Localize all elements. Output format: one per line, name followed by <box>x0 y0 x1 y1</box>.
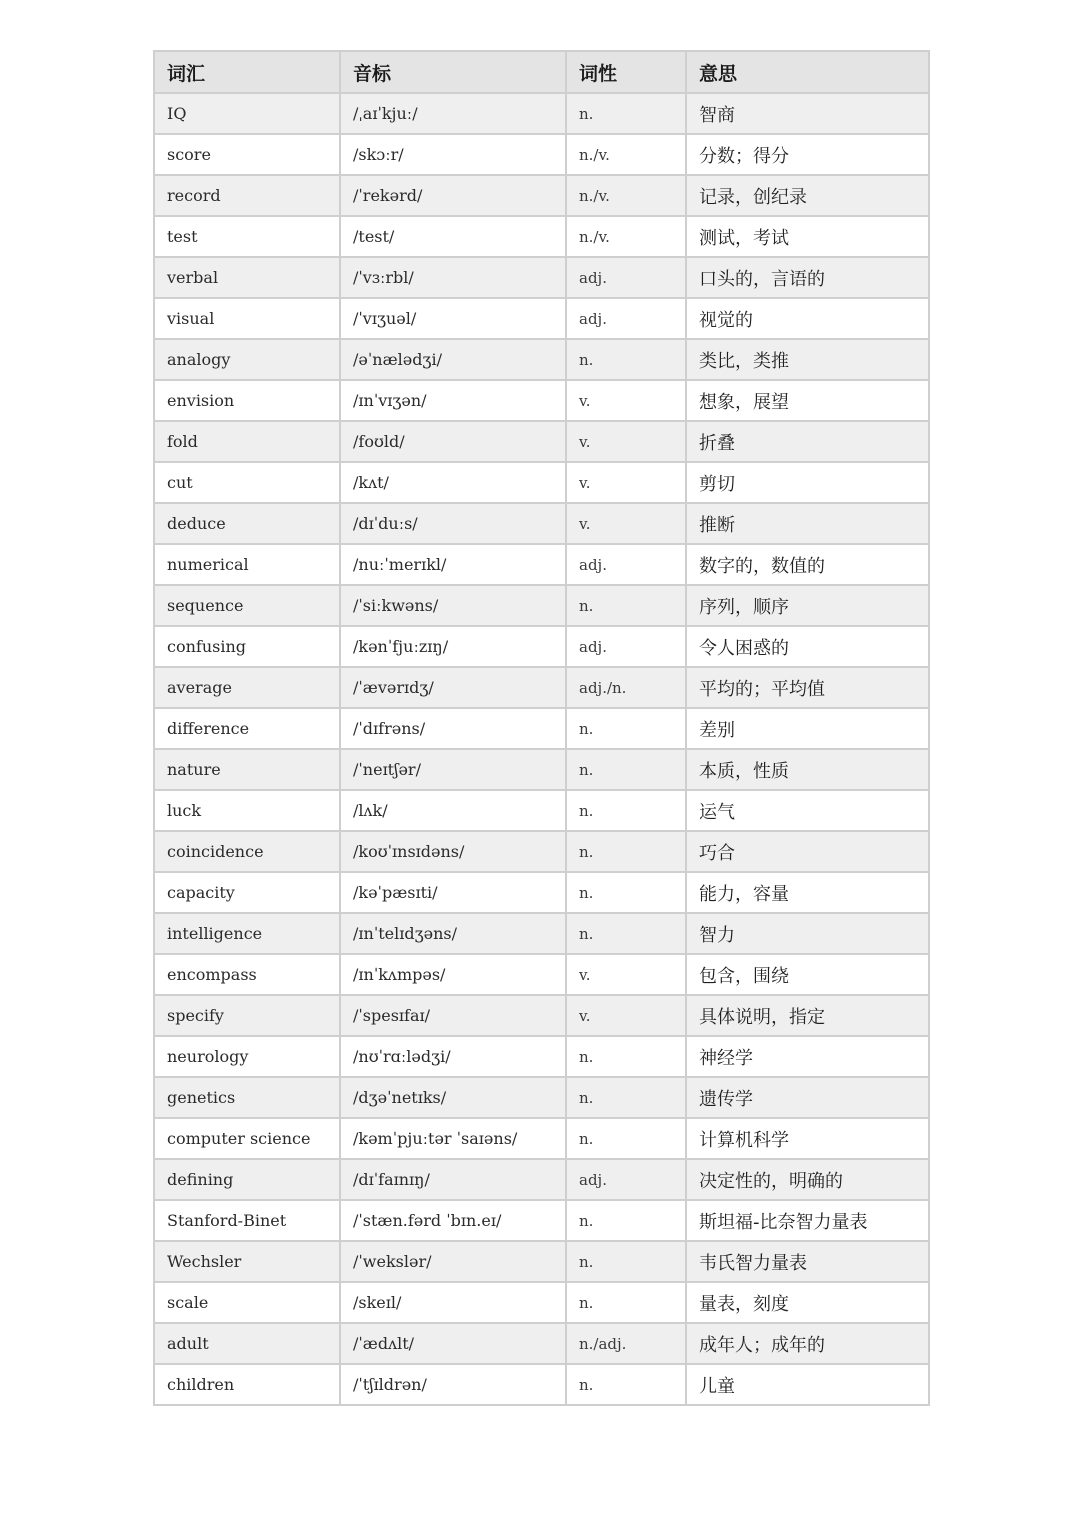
cell-meaning: 智商 <box>686 93 929 134</box>
cell-pos: n. <box>566 708 686 749</box>
cell-phonetic: /foʊld/ <box>340 421 566 462</box>
cell-phonetic: /ˈrekərd/ <box>340 175 566 216</box>
cell-phonetic: /ˈvɪʒuəl/ <box>340 298 566 339</box>
cell-word: difference <box>154 708 340 749</box>
cell-pos: n./adj. <box>566 1323 686 1364</box>
cell-word: intelligence <box>154 913 340 954</box>
cell-meaning: 斯坦福-比奈智力量表 <box>686 1200 929 1241</box>
cell-phonetic: /lʌk/ <box>340 790 566 831</box>
cell-phonetic: /ˈdɪfrəns/ <box>340 708 566 749</box>
cell-meaning: 令人困惑的 <box>686 626 929 667</box>
cell-pos: n./v. <box>566 134 686 175</box>
cell-meaning: 口头的，言语的 <box>686 257 929 298</box>
cell-meaning: 儿童 <box>686 1364 929 1405</box>
table-row <box>154 1282 929 1323</box>
cell-pos: v. <box>566 462 686 503</box>
cell-word: children <box>154 1364 340 1405</box>
cell-meaning: 量表，刻度 <box>686 1282 929 1323</box>
cell-pos: n. <box>566 831 686 872</box>
cell-pos: n./v. <box>566 175 686 216</box>
cell-phonetic: /ˈtʃɪldrən/ <box>340 1364 566 1405</box>
table-row <box>154 790 929 831</box>
table-row <box>154 298 929 339</box>
cell-word: confusing <box>154 626 340 667</box>
table-row <box>154 1364 929 1405</box>
cell-word: score <box>154 134 340 175</box>
cell-pos: n./v. <box>566 216 686 257</box>
table-row <box>154 175 929 216</box>
cell-phonetic: /dɪˈduːs/ <box>340 503 566 544</box>
cell-word: visual <box>154 298 340 339</box>
cell-phonetic: /nʊˈrɑːlədʒi/ <box>340 1036 566 1077</box>
cell-phonetic: /dʒəˈnetɪks/ <box>340 1077 566 1118</box>
cell-pos: n. <box>566 749 686 790</box>
table-row <box>154 257 929 298</box>
cell-pos: adj. <box>566 298 686 339</box>
table-row <box>154 667 929 708</box>
table-body <box>154 93 929 1405</box>
cell-phonetic: /ˈvɜːrbl/ <box>340 257 566 298</box>
cell-phonetic: /dɪˈfaɪnɪŋ/ <box>340 1159 566 1200</box>
cell-word: record <box>154 175 340 216</box>
table-row <box>154 503 929 544</box>
cell-word: fold <box>154 421 340 462</box>
cell-meaning: 巧合 <box>686 831 929 872</box>
cell-word: nature <box>154 749 340 790</box>
cell-meaning: 差别 <box>686 708 929 749</box>
cell-meaning: 韦氏智力量表 <box>686 1241 929 1282</box>
cell-pos: v. <box>566 954 686 995</box>
cell-pos: adj. <box>566 1159 686 1200</box>
table-row <box>154 913 929 954</box>
header-pos: 词性 <box>566 51 686 93</box>
cell-meaning: 测试，考试 <box>686 216 929 257</box>
cell-pos: n. <box>566 585 686 626</box>
cell-word: defining <box>154 1159 340 1200</box>
cell-pos: n. <box>566 872 686 913</box>
cell-meaning: 数字的，数值的 <box>686 544 929 585</box>
cell-meaning: 推断 <box>686 503 929 544</box>
cell-word: test <box>154 216 340 257</box>
cell-phonetic: /ɪnˈvɪʒən/ <box>340 380 566 421</box>
cell-pos: n. <box>566 1200 686 1241</box>
cell-pos: n. <box>566 339 686 380</box>
cell-phonetic: /ˈwekslər/ <box>340 1241 566 1282</box>
header-phonetic: 音标 <box>340 51 566 93</box>
cell-meaning: 成年人；成年的 <box>686 1323 929 1364</box>
table-row <box>154 872 929 913</box>
cell-word: deduce <box>154 503 340 544</box>
cell-meaning: 能力，容量 <box>686 872 929 913</box>
cell-pos: n. <box>566 1241 686 1282</box>
cell-word: Wechsler <box>154 1241 340 1282</box>
cell-meaning: 折叠 <box>686 421 929 462</box>
header-word: 词汇 <box>154 51 340 93</box>
table-row <box>154 93 929 134</box>
table-row <box>154 585 929 626</box>
table-row <box>154 995 929 1036</box>
cell-phonetic: /ɪnˈkʌmpəs/ <box>340 954 566 995</box>
cell-word: encompass <box>154 954 340 995</box>
cell-meaning: 计算机科学 <box>686 1118 929 1159</box>
cell-phonetic: /ˈneɪtʃər/ <box>340 749 566 790</box>
cell-word: cut <box>154 462 340 503</box>
cell-word: envision <box>154 380 340 421</box>
cell-meaning: 类比，类推 <box>686 339 929 380</box>
table-row <box>154 1241 929 1282</box>
cell-phonetic: /ˌaɪˈkjuː/ <box>340 93 566 134</box>
cell-pos: v. <box>566 503 686 544</box>
cell-meaning: 具体说明，指定 <box>686 995 929 1036</box>
cell-phonetic: /ɪnˈtelɪdʒəns/ <box>340 913 566 954</box>
table-row <box>154 339 929 380</box>
cell-pos: n. <box>566 1364 686 1405</box>
table-row <box>154 954 929 995</box>
table-row <box>154 1077 929 1118</box>
cell-meaning: 剪切 <box>686 462 929 503</box>
cell-meaning: 分数；得分 <box>686 134 929 175</box>
cell-pos: n. <box>566 1282 686 1323</box>
cell-meaning: 智力 <box>686 913 929 954</box>
cell-pos: v. <box>566 380 686 421</box>
cell-word: computer science <box>154 1118 340 1159</box>
cell-meaning: 遗传学 <box>686 1077 929 1118</box>
cell-word: Stanford-Binet <box>154 1200 340 1241</box>
cell-phonetic: /ˈspesɪfaɪ/ <box>340 995 566 1036</box>
cell-meaning: 想象，展望 <box>686 380 929 421</box>
cell-phonetic: /skeɪl/ <box>340 1282 566 1323</box>
cell-phonetic: /ˈstæn.fərd ˈbɪn.eɪ/ <box>340 1200 566 1241</box>
cell-pos: n. <box>566 1036 686 1077</box>
cell-phonetic: /skɔːr/ <box>340 134 566 175</box>
cell-meaning: 运气 <box>686 790 929 831</box>
cell-phonetic: /kəmˈpjuːtər ˈsaɪəns/ <box>340 1118 566 1159</box>
cell-word: specify <box>154 995 340 1036</box>
table-row <box>154 421 929 462</box>
table-row <box>154 708 929 749</box>
cell-word: average <box>154 667 340 708</box>
table-row <box>154 544 929 585</box>
vocabulary-table <box>153 50 930 1406</box>
cell-phonetic: /nuːˈmerɪkl/ <box>340 544 566 585</box>
cell-phonetic: /ˈædʌlt/ <box>340 1323 566 1364</box>
table-row <box>154 1200 929 1241</box>
cell-meaning: 包含，围绕 <box>686 954 929 995</box>
cell-word: sequence <box>154 585 340 626</box>
cell-pos: n. <box>566 790 686 831</box>
cell-word: neurology <box>154 1036 340 1077</box>
table-row <box>154 1159 929 1200</box>
table-row <box>154 1036 929 1077</box>
cell-phonetic: /ˈsiːkwəns/ <box>340 585 566 626</box>
cell-phonetic: /ˈævərɪdʒ/ <box>340 667 566 708</box>
cell-pos: adj. <box>566 626 686 667</box>
table-row <box>154 1323 929 1364</box>
cell-pos: adj. <box>566 544 686 585</box>
cell-pos: n. <box>566 93 686 134</box>
cell-meaning: 记录，创纪录 <box>686 175 929 216</box>
cell-word: analogy <box>154 339 340 380</box>
cell-meaning: 平均的；平均值 <box>686 667 929 708</box>
cell-pos: v. <box>566 421 686 462</box>
cell-meaning: 本质，性质 <box>686 749 929 790</box>
cell-phonetic: /əˈnælədʒi/ <box>340 339 566 380</box>
header-meaning: 意思 <box>686 51 929 93</box>
header-row <box>154 51 929 93</box>
cell-pos: n. <box>566 1077 686 1118</box>
table-row <box>154 134 929 175</box>
cell-phonetic: /kəˈpæsɪti/ <box>340 872 566 913</box>
table-header <box>154 51 929 93</box>
cell-phonetic: /kənˈfjuːzɪŋ/ <box>340 626 566 667</box>
cell-meaning: 决定性的，明确的 <box>686 1159 929 1200</box>
table-row <box>154 380 929 421</box>
cell-word: luck <box>154 790 340 831</box>
cell-pos: adj./n. <box>566 667 686 708</box>
cell-word: verbal <box>154 257 340 298</box>
cell-pos: n. <box>566 913 686 954</box>
cell-pos: n. <box>566 1118 686 1159</box>
table-row <box>154 626 929 667</box>
cell-pos: adj. <box>566 257 686 298</box>
cell-phonetic: /kʌt/ <box>340 462 566 503</box>
cell-word: adult <box>154 1323 340 1364</box>
table-row <box>154 216 929 257</box>
table-row <box>154 462 929 503</box>
table-row <box>154 831 929 872</box>
cell-meaning: 序列，顺序 <box>686 585 929 626</box>
cell-pos: v. <box>566 995 686 1036</box>
table-row <box>154 749 929 790</box>
cell-word: numerical <box>154 544 340 585</box>
cell-meaning: 视觉的 <box>686 298 929 339</box>
cell-phonetic: /koʊˈɪnsɪdəns/ <box>340 831 566 872</box>
cell-word: coincidence <box>154 831 340 872</box>
cell-word: capacity <box>154 872 340 913</box>
cell-word: genetics <box>154 1077 340 1118</box>
cell-word: IQ <box>154 93 340 134</box>
cell-meaning: 神经学 <box>686 1036 929 1077</box>
cell-phonetic: /test/ <box>340 216 566 257</box>
cell-word: scale <box>154 1282 340 1323</box>
table-row <box>154 1118 929 1159</box>
